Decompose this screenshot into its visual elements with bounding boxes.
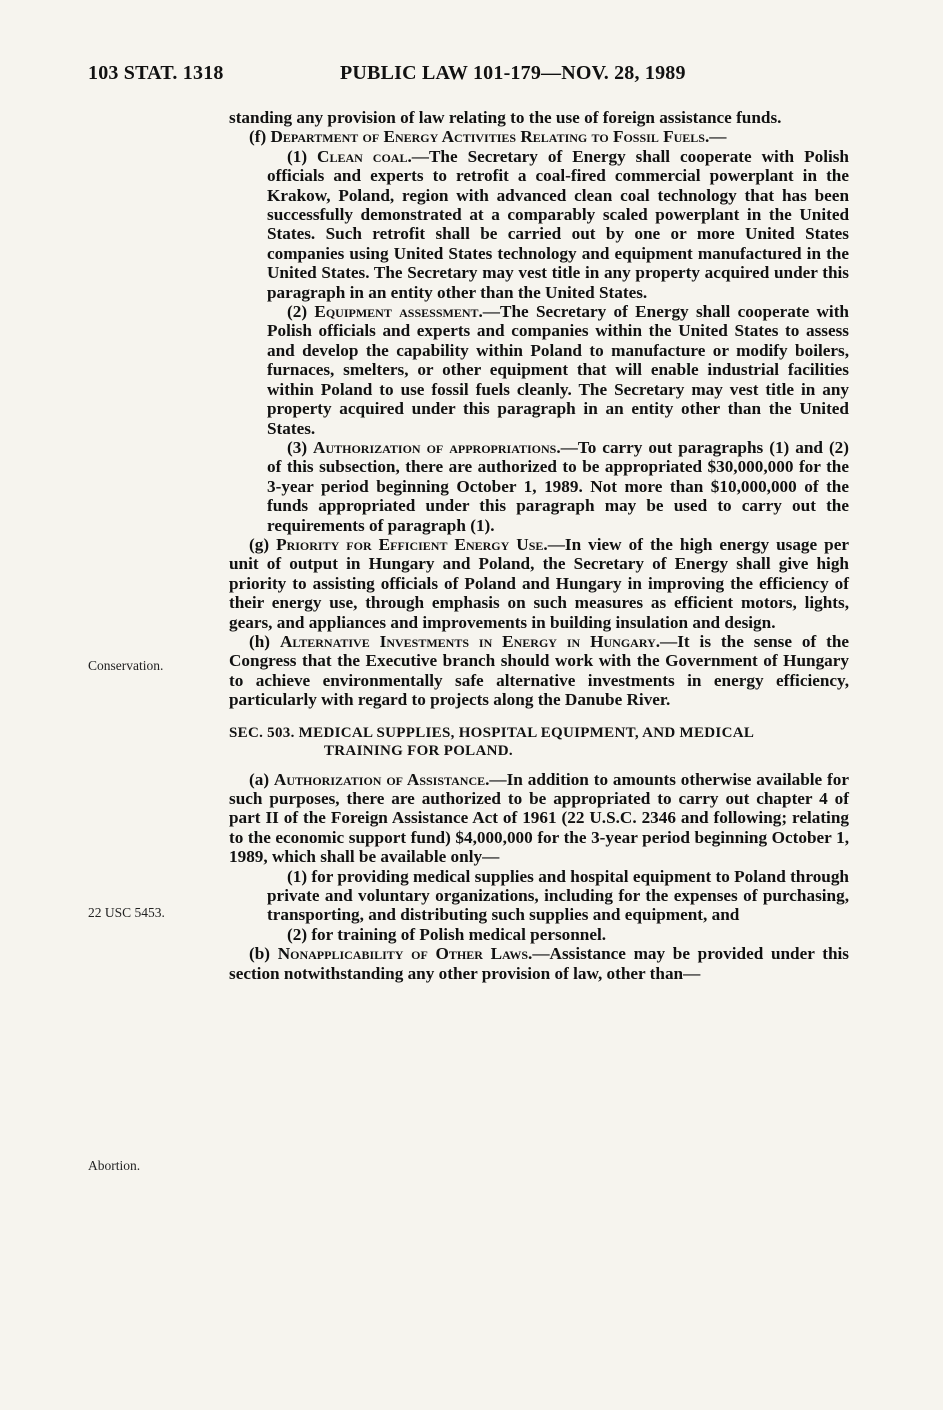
subsection-g-text: In view of the high energy usage per unit of output in Hungary and Poland, the Secretary of Energy shall give high priority to assisting officials of Poland and Hungary in improving the efficiency of their energy use, through emphasis on such measures as efficient motors, lights, gears, and appliances and improvements in building insulation and design. bbox=[229, 534, 849, 632]
subsection-g-heading: Priority for Efficient Energy Use.— bbox=[276, 534, 565, 554]
subsection-h-text: It is the sense of the Congress that the Executive branch should work with the Government of Hungary to achieve environmentally safe alternative investments in energy efficiency, particularly with regard to projects along the Danube River. bbox=[229, 631, 850, 710]
section-503-heading bbox=[229, 724, 849, 760]
paragraph-f3 bbox=[229, 438, 849, 535]
subsection-f-number: (f) bbox=[249, 127, 267, 147]
stat-reference: 103 STAT. 1318 bbox=[88, 62, 224, 84]
paragraph-f3-number: (3) bbox=[287, 437, 308, 457]
subsection-g-number: (g) bbox=[249, 534, 270, 554]
paragraph-f2-text: The Secretary of Energy shall cooperate with Polish officials and experts and companies within the United States to assess and develop the capability within Poland to manufacture or modify boilers, furnaces, smelters, or other equipment that will enable industrial facilities within Poland to use fossil fuels cleanly. The Secretary may vest title in any property acquired under this paragraph in an entity other than the United States. bbox=[267, 302, 849, 438]
paragraph-f3-heading: Authorization of appropriations.— bbox=[313, 437, 578, 457]
subsection-a-number: (a) bbox=[249, 769, 270, 789]
section-503-heading-line2: TRAINING FOR POLAND. bbox=[324, 742, 513, 759]
margin-note-conservation: Conservation. bbox=[88, 658, 164, 673]
subsection-a-text: In addition to amounts otherwise available for such purposes, there are authorized to be appropriated to carry out chapter 4 of part II of the Foreign Assistance Act of 1961 (22 U.S.C. 2346 and following; relating to the economic support fund) $4,000,000 for the 3-year period beginning October 1, 1989, which shall be available only— bbox=[229, 769, 849, 867]
subsection-f bbox=[229, 127, 849, 146]
paragraph-f2-heading: Equipment assessment.— bbox=[314, 302, 500, 322]
subsection-b-text: Assistance may be provided under this section notwithstanding any other provision of law, other than— bbox=[229, 944, 849, 983]
paragraph-f1-number: (1) bbox=[287, 146, 308, 166]
margin-note-abortion: Abortion. bbox=[88, 1158, 141, 1173]
subsection-g bbox=[229, 535, 849, 632]
subsection-a-heading: Authorization of Assistance.— bbox=[273, 769, 507, 789]
subsection-h-number: (h) bbox=[249, 631, 271, 651]
subsection-h bbox=[229, 632, 849, 710]
subsection-b-heading: Nonapplicability of Other Laws.— bbox=[277, 944, 550, 964]
paragraph-f2-number: (2) bbox=[287, 302, 308, 322]
paragraph-continuation: standing any provision of law relating to the use of foreign assistance funds. bbox=[229, 108, 782, 127]
paragraph-f3-text: To carry out paragraphs (1) and (2) of this subsection, there are authorized to be appropriated $30,000,000 for the 3-year period beginning October 1, 1989. Not more than $10,000,000 of the funds appropriated under this paragraph may be used to carry out the requirements of paragraph (1). bbox=[267, 437, 850, 535]
subsection-f-heading: Department of Energy Activities Relating to Fossil Fuels.— bbox=[270, 127, 727, 147]
subsection-b-number: (b) bbox=[249, 944, 271, 964]
paragraph-f1-text: The Secretary of Energy shall cooperate with Polish officials and experts to retrofit a coal-fired commercial powerplant in the Krakow, Poland, region with advanced clean coal technology that has been successfully demonstrated at a comparably scaled powerplant in the United States. Such retrofit shall be carried out by one or more United States companies using United States technology and equipment manufactured in the United States. The Secretary may vest title in any property acquired under this paragraph in an entity other than the United States. bbox=[267, 146, 849, 302]
section-503-heading-line1: SEC. 503. MEDICAL SUPPLIES, HOSPITAL EQUIPMENT, AND MEDICAL bbox=[229, 724, 755, 741]
margin-note-usc: 22 USC 5453. bbox=[88, 905, 165, 920]
paragraph-a2: (2) for training of Polish medical personnel. bbox=[287, 924, 607, 944]
body-text bbox=[229, 108, 849, 983]
law-title: PUBLIC LAW 101-179—NOV. 28, 1989 bbox=[340, 62, 686, 84]
paragraph-f1-heading: Clean coal.— bbox=[317, 146, 429, 166]
paragraph-f2 bbox=[229, 302, 849, 438]
subsection-b bbox=[229, 944, 849, 983]
paragraph-a1: (1) for providing medical supplies and hospital equipment to Poland through private and voluntary organizations, including for the expenses of purchasing, transporting, and distributing such supplies and equipment, and bbox=[267, 866, 849, 925]
paragraph-f1 bbox=[229, 147, 849, 302]
subsection-h-heading: Alternative Investments in Energy in Hungary.— bbox=[279, 631, 678, 651]
subsection-a bbox=[229, 770, 849, 867]
